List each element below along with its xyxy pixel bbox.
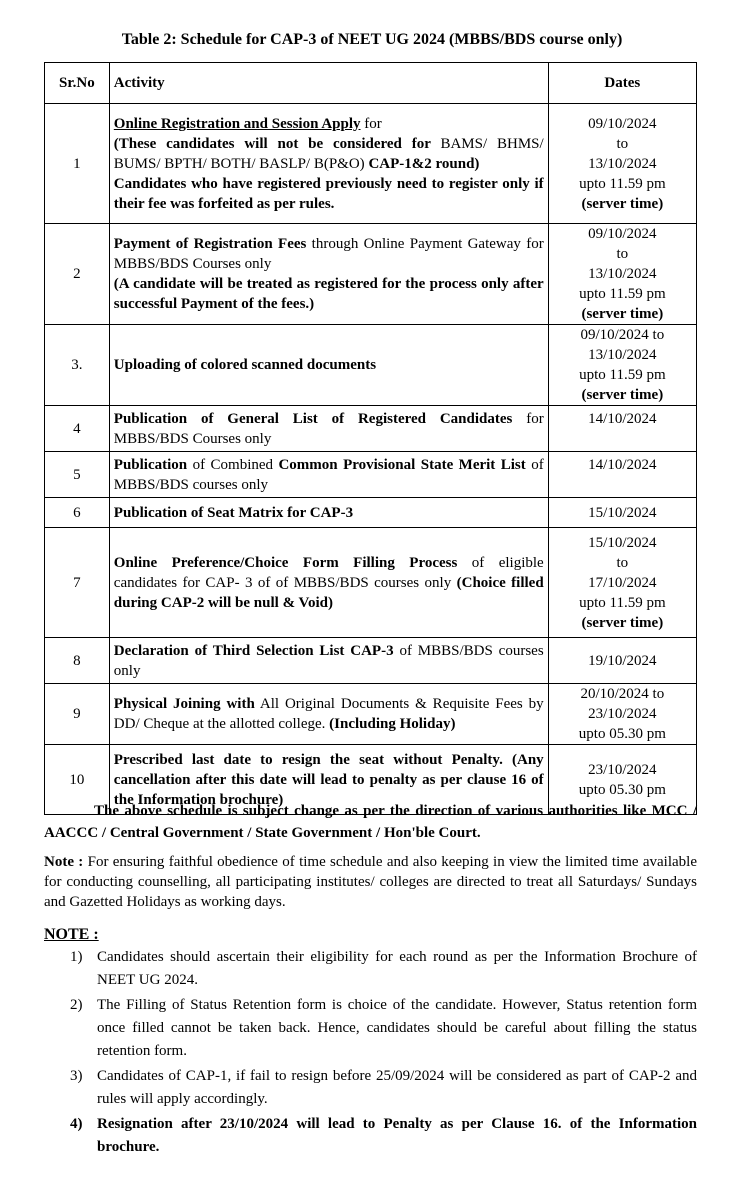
dates-cell <box>548 104 696 224</box>
activity-text: Uploading of colored scanned documents <box>113 357 377 373</box>
activity-text: Publication <box>113 456 188 473</box>
activity-text: Publication of General List of Registered Candidates <box>113 410 513 427</box>
sr-no-cell: 2 <box>45 224 110 325</box>
note-number: 2) <box>70 997 83 1013</box>
table-row <box>45 224 697 325</box>
activity-text: Publication of Seat Matrix for CAP-3 <box>113 504 354 521</box>
activity-text: Prescribed last date to resign the seat without Penalty. (Any cancellation after this date will lead to penalty as per clause 16 of the Information brochure) <box>113 751 544 808</box>
sr-no-cell: 4 <box>45 406 110 452</box>
activity-text: (A candidate will be treated as registered for the process only after successful Payment of the fees.) <box>113 276 544 312</box>
activity-text: Common Provisional State Merit List <box>278 456 526 473</box>
activity-cell <box>109 224 548 325</box>
note-text: For ensuring faithful obedience of time schedule and also keeping in view the limited time available for conducting counselling, all participating institutes/ colleges are directed to treat all Saturdays/ Sundays and Gazetted Holidays as working days. <box>44 854 697 910</box>
dates-cell <box>548 528 696 638</box>
note-text: Resignation after 23/10/2024 will lead to Penalty as per Clause 16. of the Information brochure. <box>97 1116 697 1155</box>
date-line: 09/10/2024 <box>588 226 657 242</box>
activity-text: for <box>360 115 382 132</box>
date-line: (server time) <box>581 614 664 631</box>
table-row <box>45 684 697 745</box>
activity-cell <box>109 528 548 638</box>
note-paragraph <box>44 852 697 912</box>
activity-cell <box>109 638 548 684</box>
activity-text: (These candidates will not be considered for <box>113 135 441 152</box>
dates-cell <box>548 406 696 452</box>
date-line: 17/10/2024 <box>588 574 657 591</box>
activity-text: of eligible candidates for CAP- 3 of of MBBS/BDS courses only <box>113 554 544 591</box>
sr-no-cell: 8 <box>45 638 110 684</box>
date-line: 13/10/2024 <box>588 155 657 172</box>
table-header-row <box>45 63 697 104</box>
date-line: 09/10/2024 to <box>580 327 665 343</box>
date-line: 15/10/2024 <box>588 504 657 521</box>
sr-no-cell: 10 <box>45 745 110 815</box>
date-line: 20/10/2024 to <box>580 686 665 702</box>
activity-text: (Choice filled during CAP-2 will be null & Void) <box>113 574 544 611</box>
table-row <box>45 498 697 528</box>
table-row <box>45 406 697 452</box>
activity-text: of MBBS/BDS courses only <box>113 642 544 679</box>
header-sr-no: Sr.No <box>45 63 110 104</box>
sr-no-cell: 3. <box>45 325 110 406</box>
header-activity: Activity <box>109 63 548 104</box>
date-line: 13/10/2024 <box>588 347 657 363</box>
date-line: 14/10/2024 <box>588 457 657 473</box>
activity-text: Candidates who have registered previously need to register only if their fee was forfeited as per rules. <box>113 175 544 212</box>
dates-cell <box>548 452 696 498</box>
table-row <box>45 325 697 406</box>
schedule-disclaimer: The above schedule is subject change as per the direction of various authorities like MCC / AACCC / Central Government / State Government / Hon'ble Court. <box>44 803 697 841</box>
note-number: 1) <box>70 949 83 965</box>
header-dates: Dates <box>548 63 696 104</box>
activity-text: BAMS/ BHMS/ BUMS/ BPTH/ BOTH/ BASLP/ B(P&O) <box>113 135 544 172</box>
activity-text: for MBBS/BDS Courses only <box>113 410 544 447</box>
date-line: 09/10/2024 <box>588 115 657 132</box>
notes-heading: NOTE : <box>44 926 99 943</box>
date-line: (server time) <box>581 306 664 322</box>
sr-no-cell: 7 <box>45 528 110 638</box>
date-line: upto 11.59 pm <box>579 175 666 192</box>
activity-cell <box>109 104 548 224</box>
activity-text: (Including Holiday) <box>329 716 456 732</box>
activity-text: CAP-1&2 round) <box>368 155 480 172</box>
sr-no-cell: 9 <box>45 684 110 745</box>
dates-cell <box>548 638 696 684</box>
date-line: 13/10/2024 <box>588 266 657 282</box>
dates-cell <box>548 325 696 406</box>
note-number: 3) <box>70 1068 83 1084</box>
note-text: Candidates of CAP-1, if fail to resign before 25/09/2024 will be considered as part of CAP-2 and rules will apply accordingly. <box>97 1068 697 1107</box>
activity-text: of Combined <box>187 456 279 473</box>
date-line: upto 11.59 pm <box>579 594 666 611</box>
dates-cell <box>548 224 696 325</box>
note-number: 4) <box>70 1116 83 1132</box>
dates-cell <box>548 684 696 745</box>
note-item <box>70 1113 697 1159</box>
schedule-table-body <box>45 104 697 815</box>
date-line: (server time) <box>581 195 664 212</box>
table-row <box>45 638 697 684</box>
note-item <box>70 1065 697 1111</box>
activity-text: Online Registration and Session Apply <box>113 115 361 132</box>
date-line: upto 05.30 pm <box>578 726 666 742</box>
sr-no-cell: 6 <box>45 498 110 528</box>
notes-list <box>70 946 697 1161</box>
activity-text: Online Preference/Choice Form Filling Process <box>113 554 458 571</box>
activity-text: All Original Documents & Requisite Fees by DD/ Cheque at the allotted college. <box>113 696 544 732</box>
activity-cell <box>109 498 548 528</box>
date-line: 19/10/2024 <box>588 652 657 669</box>
activity-text: Physical Joining with <box>113 696 255 712</box>
note-item <box>70 994 697 1063</box>
note-text: Candidates should ascertain their eligibility for each round as per the Information Brochure of NEET UG 2024. <box>97 949 697 988</box>
activity-text: Declaration of Third Selection List CAP-3 <box>113 642 394 659</box>
date-line: upto 11.59 pm <box>579 367 666 383</box>
activity-text: through Online Payment Gateway for MBBS/BDS Courses only <box>113 236 544 272</box>
table-row <box>45 528 697 638</box>
date-line: 23/10/2024 <box>588 761 657 778</box>
note-item <box>70 946 697 992</box>
date-line: upto 05.30 pm <box>578 781 666 798</box>
activity-cell <box>109 406 548 452</box>
date-line: 14/10/2024 <box>588 411 657 427</box>
date-line: to <box>616 554 629 571</box>
table-title: Table 2: Schedule for CAP-3 of NEET UG 2024 (MBBS/BDS course only) <box>121 31 623 48</box>
schedule-table <box>44 62 697 815</box>
table-row <box>45 452 697 498</box>
dates-cell <box>548 498 696 528</box>
date-line: 15/10/2024 <box>588 534 657 551</box>
date-line: (server time) <box>581 387 664 403</box>
table-row <box>45 104 697 224</box>
note-text: The Filling of Status Retention form is choice of the candidate. However, Status retention form once filled cannot be taken back. Hence, candidates should be careful about filling the status retention form. <box>97 997 697 1059</box>
date-line: upto 11.59 pm <box>579 286 666 302</box>
activity-cell <box>109 452 548 498</box>
activity-text: of MBBS/BDS courses only <box>113 456 544 493</box>
date-line: to <box>616 135 629 152</box>
sr-no-cell: 1 <box>45 104 110 224</box>
date-line: 23/10/2024 <box>588 706 657 722</box>
activity-text: Payment of Registration Fees <box>113 236 307 252</box>
sr-no-cell: 5 <box>45 452 110 498</box>
activity-cell <box>109 325 548 406</box>
note-label: Note : <box>44 854 84 870</box>
activity-cell <box>109 684 548 745</box>
date-line: to <box>616 246 629 262</box>
